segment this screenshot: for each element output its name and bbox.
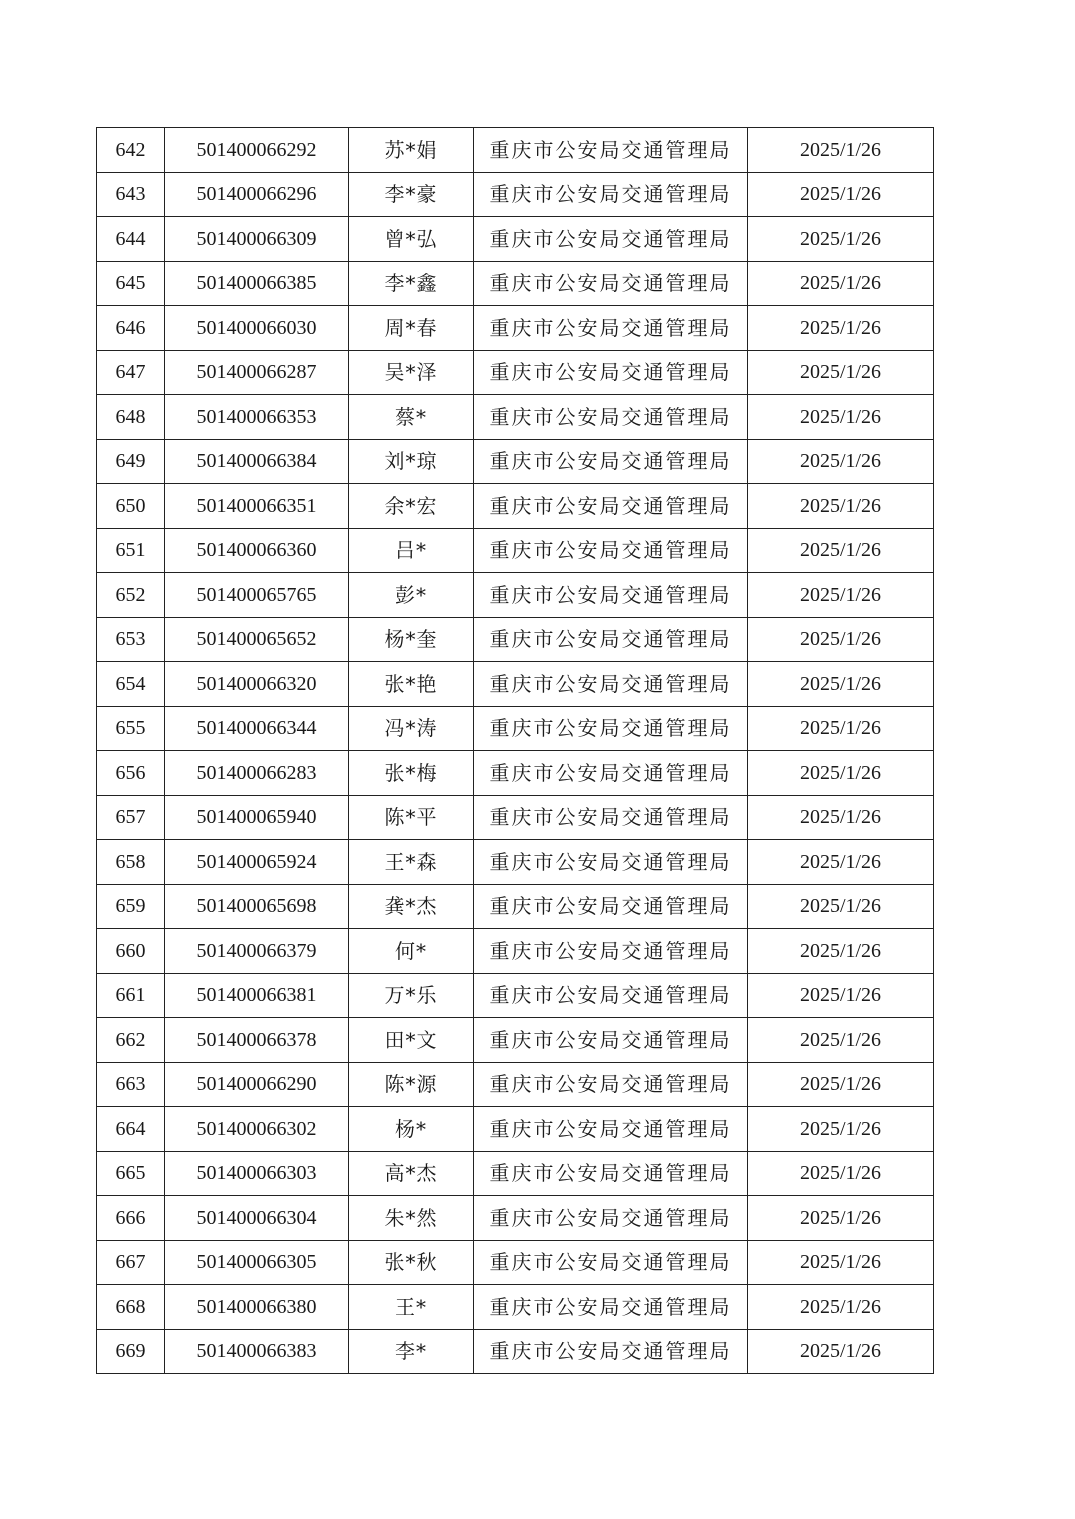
cell-org: 重庆市公安局交通管理局 bbox=[474, 1062, 748, 1107]
cell-id: 501400066292 bbox=[165, 128, 349, 173]
cell-name: 王*森 bbox=[349, 840, 474, 885]
cell-seq: 652 bbox=[97, 573, 165, 618]
cell-name: 刘*琼 bbox=[349, 439, 474, 484]
cell-name: 彭* bbox=[349, 573, 474, 618]
cell-date: 2025/1/26 bbox=[748, 350, 934, 395]
cell-date: 2025/1/26 bbox=[748, 929, 934, 974]
cell-seq: 655 bbox=[97, 706, 165, 751]
table-row bbox=[97, 1018, 934, 1063]
cell-org: 重庆市公安局交通管理局 bbox=[474, 439, 748, 484]
cell-id: 501400066381 bbox=[165, 973, 349, 1018]
cell-seq: 647 bbox=[97, 350, 165, 395]
cell-name: 王* bbox=[349, 1285, 474, 1330]
cell-id: 501400066303 bbox=[165, 1151, 349, 1196]
table-row bbox=[97, 1240, 934, 1285]
cell-name: 陈*源 bbox=[349, 1062, 474, 1107]
cell-id: 501400066380 bbox=[165, 1285, 349, 1330]
table-row bbox=[97, 751, 934, 796]
cell-seq: 646 bbox=[97, 306, 165, 351]
cell-seq: 653 bbox=[97, 617, 165, 662]
table-row bbox=[97, 172, 934, 217]
cell-date: 2025/1/26 bbox=[748, 840, 934, 885]
cell-date: 2025/1/26 bbox=[748, 1240, 934, 1285]
cell-date: 2025/1/26 bbox=[748, 1196, 934, 1241]
cell-org: 重庆市公安局交通管理局 bbox=[474, 128, 748, 173]
cell-id: 501400066320 bbox=[165, 662, 349, 707]
table-row bbox=[97, 439, 934, 484]
cell-name: 李*鑫 bbox=[349, 261, 474, 306]
cell-id: 501400066305 bbox=[165, 1240, 349, 1285]
table-row bbox=[97, 973, 934, 1018]
cell-id: 501400066351 bbox=[165, 484, 349, 529]
cell-name: 周*春 bbox=[349, 306, 474, 351]
cell-name: 李*豪 bbox=[349, 172, 474, 217]
table-row bbox=[97, 929, 934, 974]
cell-org: 重庆市公安局交通管理局 bbox=[474, 840, 748, 885]
cell-seq: 648 bbox=[97, 395, 165, 440]
cell-name: 李* bbox=[349, 1329, 474, 1374]
cell-date: 2025/1/26 bbox=[748, 1062, 934, 1107]
cell-name: 蔡* bbox=[349, 395, 474, 440]
table-row bbox=[97, 217, 934, 262]
table-row bbox=[97, 1329, 934, 1374]
cell-date: 2025/1/26 bbox=[748, 395, 934, 440]
cell-org: 重庆市公安局交通管理局 bbox=[474, 1107, 748, 1152]
cell-seq: 659 bbox=[97, 884, 165, 929]
table-row bbox=[97, 395, 934, 440]
cell-date: 2025/1/26 bbox=[748, 573, 934, 618]
cell-seq: 663 bbox=[97, 1062, 165, 1107]
table-row bbox=[97, 1196, 934, 1241]
cell-date: 2025/1/26 bbox=[748, 973, 934, 1018]
cell-id: 501400066360 bbox=[165, 528, 349, 573]
cell-id: 501400066384 bbox=[165, 439, 349, 484]
cell-name: 田*文 bbox=[349, 1018, 474, 1063]
cell-org: 重庆市公安局交通管理局 bbox=[474, 395, 748, 440]
table-row bbox=[97, 1285, 934, 1330]
cell-org: 重庆市公安局交通管理局 bbox=[474, 306, 748, 351]
table-row bbox=[97, 484, 934, 529]
cell-date: 2025/1/26 bbox=[748, 484, 934, 529]
cell-org: 重庆市公安局交通管理局 bbox=[474, 929, 748, 974]
cell-date: 2025/1/26 bbox=[748, 617, 934, 662]
cell-date: 2025/1/26 bbox=[748, 306, 934, 351]
cell-seq: 669 bbox=[97, 1329, 165, 1374]
cell-org: 重庆市公安局交通管理局 bbox=[474, 528, 748, 573]
cell-id: 501400066353 bbox=[165, 395, 349, 440]
cell-id: 501400065652 bbox=[165, 617, 349, 662]
cell-date: 2025/1/26 bbox=[748, 751, 934, 796]
cell-seq: 657 bbox=[97, 795, 165, 840]
table-row bbox=[97, 840, 934, 885]
cell-seq: 665 bbox=[97, 1151, 165, 1196]
table-row bbox=[97, 617, 934, 662]
cell-seq: 660 bbox=[97, 929, 165, 974]
cell-org: 重庆市公安局交通管理局 bbox=[474, 1018, 748, 1063]
table-row bbox=[97, 261, 934, 306]
cell-seq: 654 bbox=[97, 662, 165, 707]
table-row bbox=[97, 350, 934, 395]
cell-seq: 642 bbox=[97, 128, 165, 173]
cell-org: 重庆市公安局交通管理局 bbox=[474, 573, 748, 618]
cell-org: 重庆市公安局交通管理局 bbox=[474, 1196, 748, 1241]
cell-date: 2025/1/26 bbox=[748, 1151, 934, 1196]
cell-name: 龚*杰 bbox=[349, 884, 474, 929]
cell-seq: 658 bbox=[97, 840, 165, 885]
cell-id: 501400066283 bbox=[165, 751, 349, 796]
cell-name: 杨*奎 bbox=[349, 617, 474, 662]
cell-id: 501400065924 bbox=[165, 840, 349, 885]
cell-seq: 662 bbox=[97, 1018, 165, 1063]
cell-org: 重庆市公安局交通管理局 bbox=[474, 884, 748, 929]
cell-date: 2025/1/26 bbox=[748, 884, 934, 929]
cell-id: 501400066304 bbox=[165, 1196, 349, 1241]
cell-id: 501400066379 bbox=[165, 929, 349, 974]
cell-seq: 664 bbox=[97, 1107, 165, 1152]
cell-org: 重庆市公安局交通管理局 bbox=[474, 973, 748, 1018]
cell-date: 2025/1/26 bbox=[748, 662, 934, 707]
cell-org: 重庆市公安局交通管理局 bbox=[474, 1240, 748, 1285]
cell-id: 501400066296 bbox=[165, 172, 349, 217]
cell-org: 重庆市公安局交通管理局 bbox=[474, 217, 748, 262]
cell-id: 501400066030 bbox=[165, 306, 349, 351]
cell-name: 吴*泽 bbox=[349, 350, 474, 395]
cell-id: 501400066302 bbox=[165, 1107, 349, 1152]
cell-org: 重庆市公安局交通管理局 bbox=[474, 1329, 748, 1374]
cell-name: 陈*平 bbox=[349, 795, 474, 840]
cell-date: 2025/1/26 bbox=[748, 1329, 934, 1374]
cell-name: 曾*弘 bbox=[349, 217, 474, 262]
cell-seq: 666 bbox=[97, 1196, 165, 1241]
table-row bbox=[97, 1107, 934, 1152]
cell-org: 重庆市公安局交通管理局 bbox=[474, 484, 748, 529]
cell-seq: 644 bbox=[97, 217, 165, 262]
cell-id: 501400065698 bbox=[165, 884, 349, 929]
roster-table-body bbox=[97, 128, 934, 1374]
cell-org: 重庆市公安局交通管理局 bbox=[474, 261, 748, 306]
cell-date: 2025/1/26 bbox=[748, 1107, 934, 1152]
cell-seq: 650 bbox=[97, 484, 165, 529]
table-row bbox=[97, 884, 934, 929]
cell-date: 2025/1/26 bbox=[748, 217, 934, 262]
cell-name: 吕* bbox=[349, 528, 474, 573]
table-row bbox=[97, 1151, 934, 1196]
cell-date: 2025/1/26 bbox=[748, 706, 934, 751]
cell-name: 万*乐 bbox=[349, 973, 474, 1018]
cell-name: 高*杰 bbox=[349, 1151, 474, 1196]
cell-org: 重庆市公安局交通管理局 bbox=[474, 1151, 748, 1196]
table-row bbox=[97, 128, 934, 173]
cell-date: 2025/1/26 bbox=[748, 1018, 934, 1063]
cell-seq: 649 bbox=[97, 439, 165, 484]
table-row bbox=[97, 528, 934, 573]
cell-name: 苏*娟 bbox=[349, 128, 474, 173]
cell-date: 2025/1/26 bbox=[748, 439, 934, 484]
cell-date: 2025/1/26 bbox=[748, 172, 934, 217]
cell-org: 重庆市公安局交通管理局 bbox=[474, 617, 748, 662]
cell-id: 501400066383 bbox=[165, 1329, 349, 1374]
cell-id: 501400066378 bbox=[165, 1018, 349, 1063]
cell-date: 2025/1/26 bbox=[748, 795, 934, 840]
table-row bbox=[97, 1062, 934, 1107]
cell-name: 朱*然 bbox=[349, 1196, 474, 1241]
roster-table bbox=[96, 127, 934, 1374]
cell-seq: 668 bbox=[97, 1285, 165, 1330]
table-row bbox=[97, 795, 934, 840]
cell-seq: 661 bbox=[97, 973, 165, 1018]
cell-seq: 643 bbox=[97, 172, 165, 217]
cell-org: 重庆市公安局交通管理局 bbox=[474, 751, 748, 796]
cell-org: 重庆市公安局交通管理局 bbox=[474, 795, 748, 840]
table-row bbox=[97, 706, 934, 751]
cell-name: 杨* bbox=[349, 1107, 474, 1152]
table-row bbox=[97, 573, 934, 618]
cell-id: 501400065765 bbox=[165, 573, 349, 618]
cell-name: 余*宏 bbox=[349, 484, 474, 529]
cell-org: 重庆市公安局交通管理局 bbox=[474, 350, 748, 395]
cell-id: 501400066344 bbox=[165, 706, 349, 751]
cell-id: 501400066385 bbox=[165, 261, 349, 306]
cell-id: 501400066287 bbox=[165, 350, 349, 395]
cell-seq: 651 bbox=[97, 528, 165, 573]
cell-seq: 667 bbox=[97, 1240, 165, 1285]
cell-org: 重庆市公安局交通管理局 bbox=[474, 172, 748, 217]
cell-seq: 645 bbox=[97, 261, 165, 306]
cell-date: 2025/1/26 bbox=[748, 261, 934, 306]
cell-name: 何* bbox=[349, 929, 474, 974]
cell-org: 重庆市公安局交通管理局 bbox=[474, 662, 748, 707]
cell-id: 501400066290 bbox=[165, 1062, 349, 1107]
table-row bbox=[97, 306, 934, 351]
cell-name: 张*梅 bbox=[349, 751, 474, 796]
cell-seq: 656 bbox=[97, 751, 165, 796]
cell-date: 2025/1/26 bbox=[748, 1285, 934, 1330]
cell-name: 张*秋 bbox=[349, 1240, 474, 1285]
cell-org: 重庆市公安局交通管理局 bbox=[474, 1285, 748, 1330]
cell-org: 重庆市公安局交通管理局 bbox=[474, 706, 748, 751]
cell-id: 501400066309 bbox=[165, 217, 349, 262]
cell-date: 2025/1/26 bbox=[748, 528, 934, 573]
cell-name: 张*艳 bbox=[349, 662, 474, 707]
table-row bbox=[97, 662, 934, 707]
cell-name: 冯*涛 bbox=[349, 706, 474, 751]
cell-date: 2025/1/26 bbox=[748, 128, 934, 173]
cell-id: 501400065940 bbox=[165, 795, 349, 840]
